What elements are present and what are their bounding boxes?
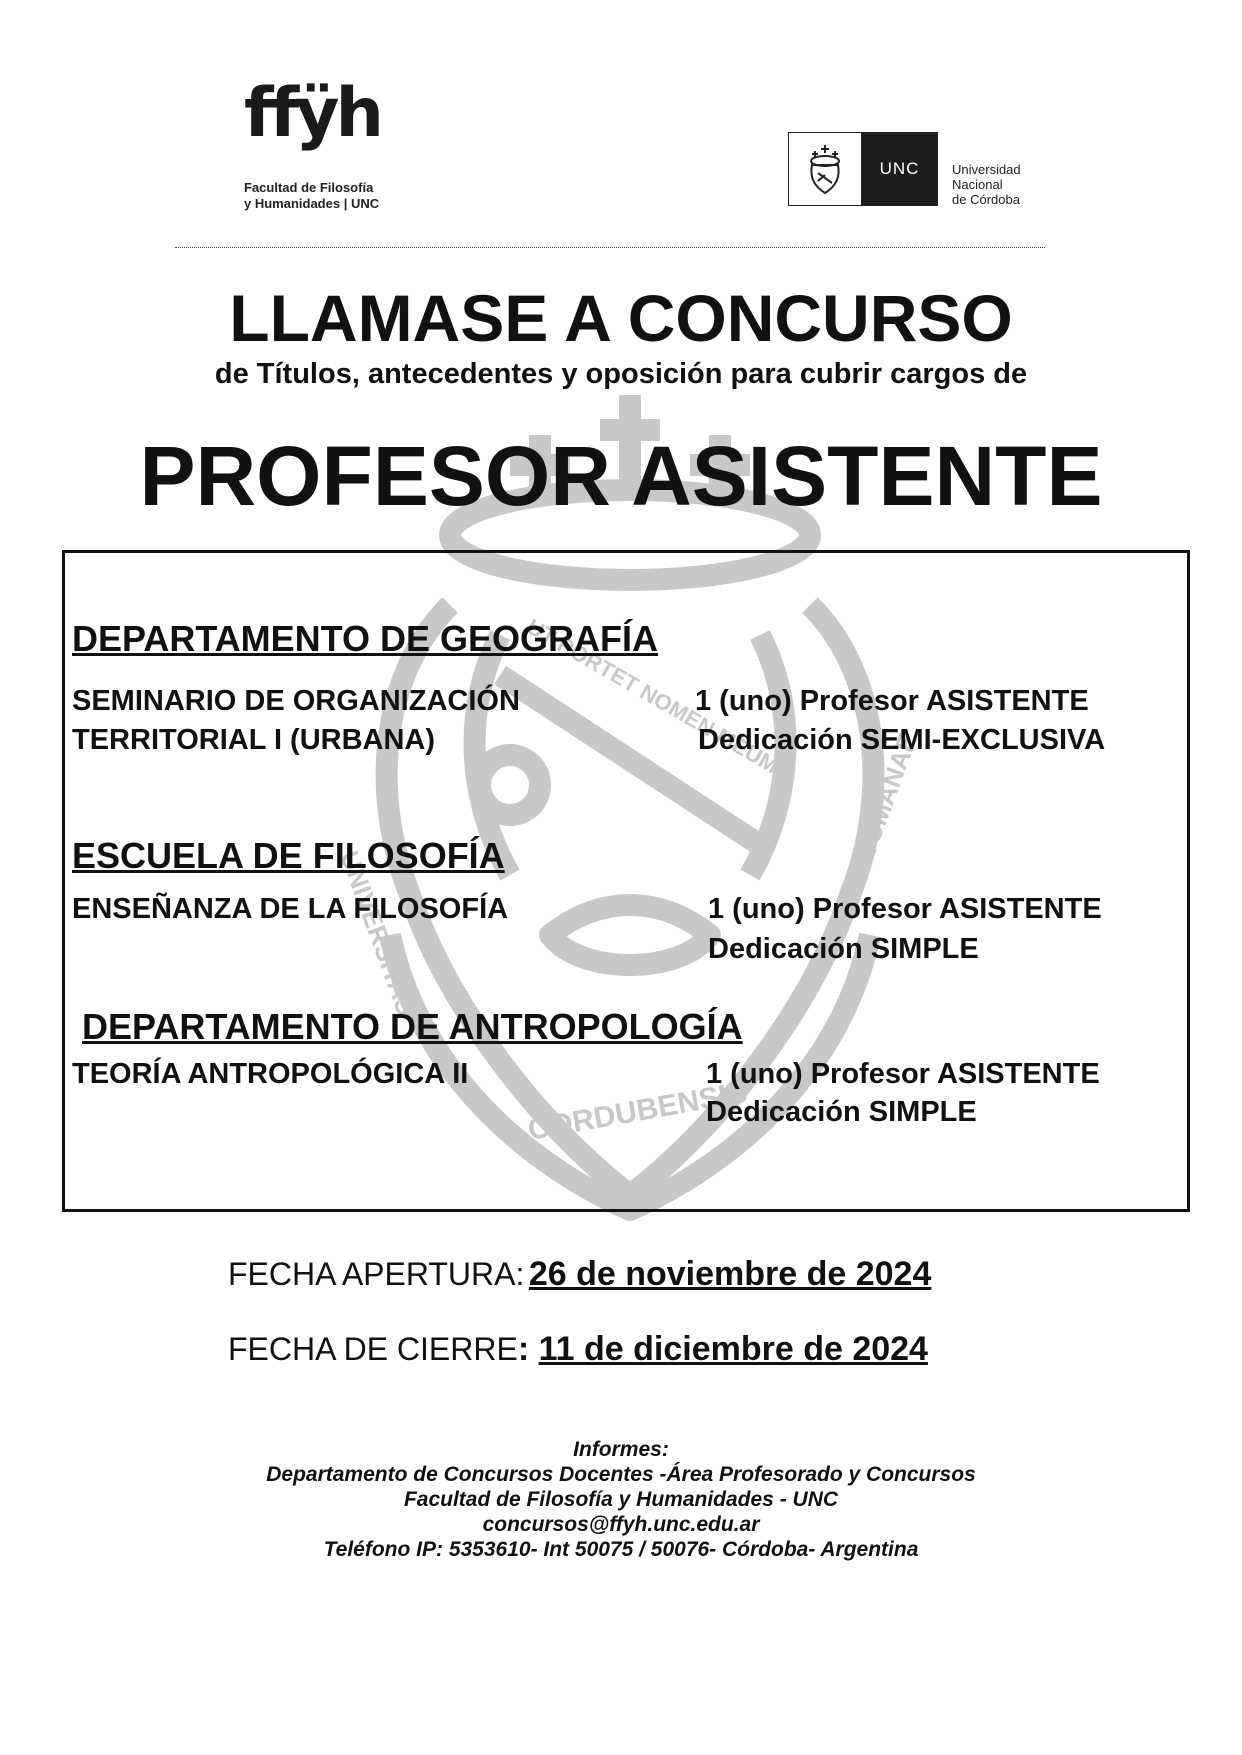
unc-name-line1: Universidad	[952, 162, 1021, 177]
section-position-line: Dedicación SEMI-EXCLUSIVA	[698, 724, 1106, 756]
info-heading: Informes:	[573, 1438, 669, 1461]
info-line: Departamento de Concursos Docentes -Área Profesorado y Concursos	[266, 1463, 976, 1486]
section-subject-line: TERRITORIAL I (URBANA)	[72, 724, 436, 756]
ffyh-logo-line2: y Humanidades | UNC	[244, 196, 380, 211]
info-email: concursos@ffyh.unc.edu.ar	[482, 1513, 760, 1536]
section-subject-line: ENSEÑANZA DE LA FILOSOFÍA	[72, 893, 509, 925]
section-subject-line: TEORÍA ANTROPOLÓGICA II	[72, 1058, 469, 1090]
watermark-universitas: UNIVERSITAS	[334, 846, 422, 1020]
closing-date-label: FECHA DE CIERRE	[228, 1331, 518, 1367]
unc-name-line2: Nacional	[952, 177, 1003, 192]
info-line: Facultad de Filosofía y Humanidades - UNC	[403, 1488, 839, 1511]
closing-date-value: : 11 de diciembre de 2024	[517, 1330, 928, 1368]
unc-logo	[788, 132, 938, 206]
watermark-motto: UT PORTET NOMEN MEUM	[522, 613, 783, 779]
section-subject-line: SEMINARIO DE ORGANIZACIÓN	[72, 685, 520, 717]
ffyh-logo-line1: Facultad de Filosofía	[244, 180, 374, 195]
unc-crest-icon	[789, 133, 862, 205]
page-title: LLAMASE A CONCURSO	[229, 281, 1013, 355]
section-department-filosofia: ESCUELA DE FILOSOFÍA	[72, 835, 505, 876]
section-department-antropologia: DEPARTAMENTO DE ANTROPOLOGÍA	[82, 1006, 743, 1047]
opening-date-label: FECHA APERTURA:	[228, 1256, 525, 1292]
section-department-geografia: DEPARTAMENTO DE GEOGRAFÍA	[72, 618, 659, 659]
ffyh-logo: ffÿh	[244, 74, 380, 153]
header-divider	[175, 247, 1045, 248]
opening-date-value: 26 de noviembre de 2024	[528, 1255, 932, 1293]
watermark-cordubensis: CORDUBENSIS	[525, 1075, 750, 1147]
unc-name-line3: de Córdoba	[952, 192, 1020, 207]
closing-date	[228, 1330, 928, 1369]
section-position-line: 1 (uno) Profesor ASISTENTE	[695, 685, 1089, 717]
unc-abbr: UNC	[862, 133, 937, 205]
opening-date	[228, 1255, 931, 1294]
section-position-line: 1 (uno) Profesor ASISTENTE	[708, 893, 1102, 925]
unc-name	[952, 162, 1021, 207]
section-position-line: 1 (uno) Profesor ASISTENTE	[706, 1058, 1100, 1090]
section-position-line: Dedicación SIMPLE	[708, 933, 979, 965]
info-block	[0, 1437, 1242, 1562]
watermark-tucumanae: TUCUMANAE	[837, 729, 923, 898]
info-phone: Teléfono IP: 5353610- Int 50075 / 50076- Córdoba- Argentina	[323, 1538, 919, 1561]
section-position-line: Dedicación SIMPLE	[706, 1096, 977, 1128]
page-subtitle: de Títulos, antecedentes y oposición para cubrir cargos de	[214, 358, 1028, 390]
role-title: PROFESOR ASISTENTE	[139, 429, 1103, 523]
